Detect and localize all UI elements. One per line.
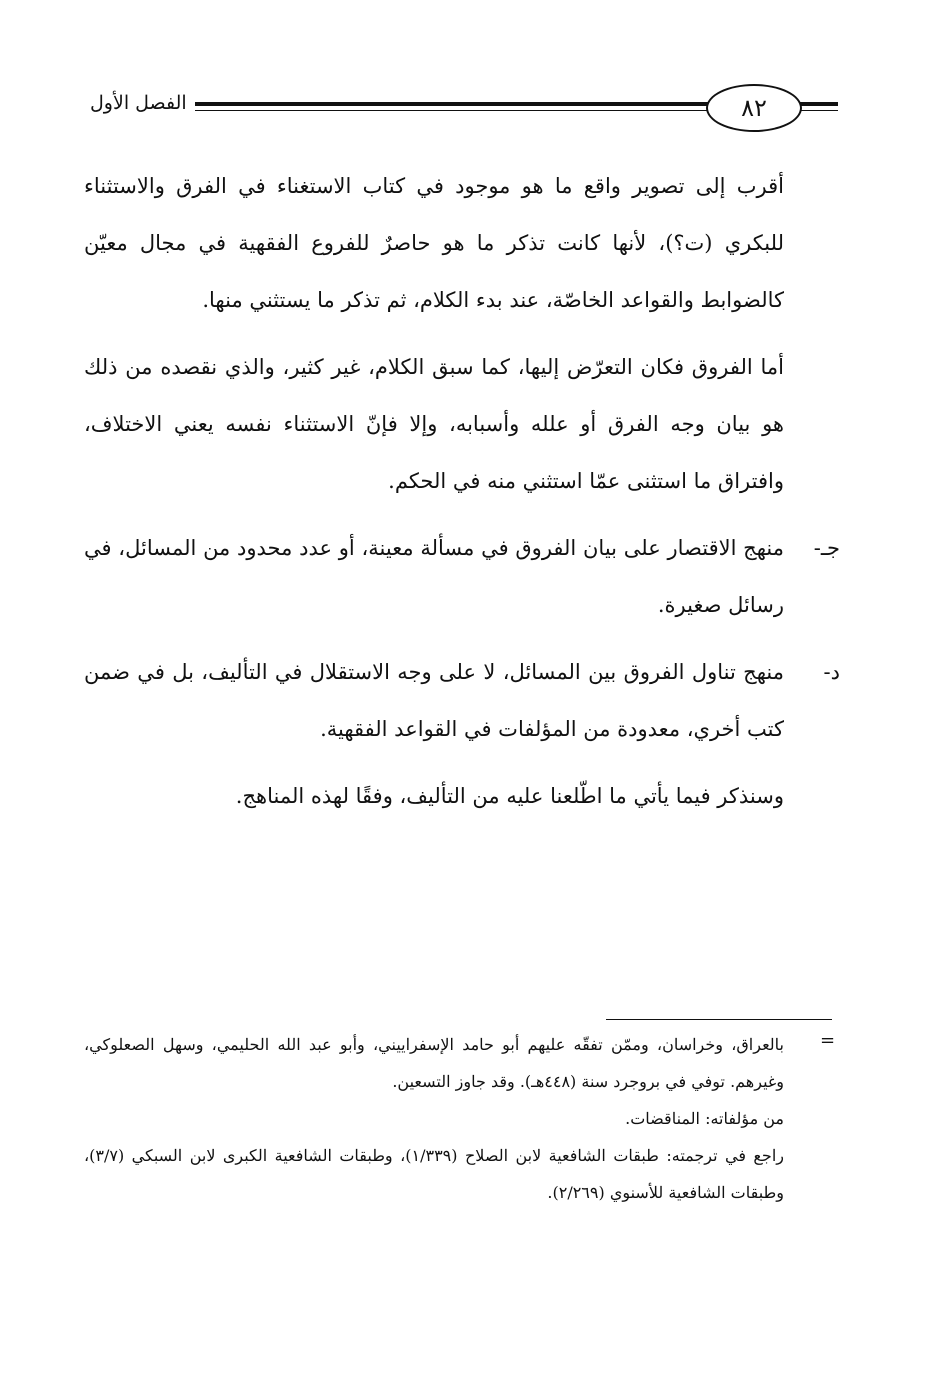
footnote-continuation-marker: = bbox=[820, 1030, 836, 1051]
list-item-marker: د- bbox=[823, 660, 840, 684]
footnote-text: من مؤلفاته: المناقضات. bbox=[625, 1109, 784, 1128]
paragraph: أما الفروق فكان التعرّض إليها، كما سبق الكلام، غير كثير، والذي نقصده من ذلك هو بيان وجه الفرق أو علله وأسبابه، وإلا فإنّ الاستثناء نفسه يعني الاختلاف، وافتراق ما استثنى عمّا استثني منه في الحكم. bbox=[84, 355, 784, 493]
footnote-text: راجع في ترجمته: طبقات الشافعية لابن الصلاح (١/٣٣٩)، وطبقات الشافعية الكبرى لابن السبكي (٣/٧)، وطبقات الشافعية للأسنوي (٢/٢٦٩). bbox=[84, 1146, 784, 1202]
list-item bbox=[84, 644, 840, 758]
list-item-text: منهج الاقتصار على بيان الفروق في مسألة معينة، أو عدد محدود من المسائل، في رسائل صغيرة. bbox=[84, 536, 784, 617]
list-item bbox=[84, 520, 840, 634]
main-text bbox=[84, 158, 840, 835]
list-item-text: منهج تناول الفروق بين المسائل، لا على وجه الاستقلال في التأليف، بل في ضمن كتب أخري، معدودة من المؤلفات في القواعد الفقهية. bbox=[84, 660, 784, 741]
footnote-text: بالعراق، وخراسان، وممّن تفقّه عليهم أبو حامد الإسفراييني، وأبو عبد الله الحليمي، وسهل الصعلوكي، وغيرهم. توفي في بروجرد سنة (٤٤٨هـ). وقد جاوز التسعين. bbox=[84, 1035, 784, 1091]
paragraph: أقرب إلى تصوير واقع ما هو موجود في كتاب الاستغناء في الفرق والاستثناء للبكري (ت؟)، لأنها كانت تذكر ما هو حاصرٌ للفروع الفقهية في مجال معيّن كالضوابط والقواعد الخاصّة، عند بدء الكلام، ثم تذكر ما يستثني منها. bbox=[84, 174, 784, 312]
footnotes bbox=[84, 1026, 784, 1211]
chapter-title: الفصل الأول bbox=[86, 86, 195, 120]
footnote-separator bbox=[606, 1019, 832, 1020]
page-header bbox=[86, 82, 838, 134]
page-number: ٨٢ bbox=[706, 84, 802, 132]
list-item-marker: جـ- bbox=[813, 536, 840, 560]
paragraph: وسنذكر فيما يأتي ما اطّلعنا عليه من التأليف، وفقًا لهذه المناهج. bbox=[235, 784, 784, 808]
